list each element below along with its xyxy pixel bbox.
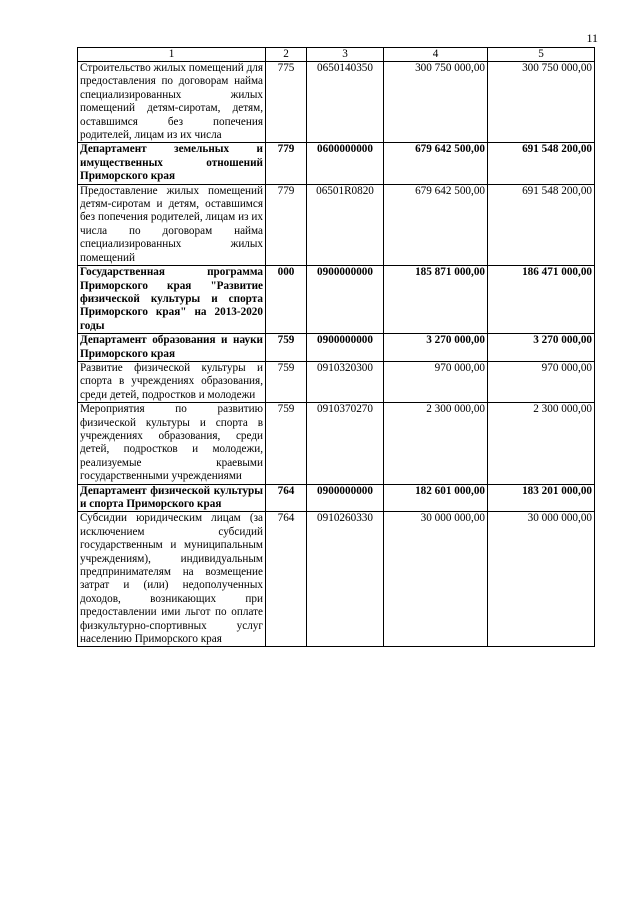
row-ministry-code: 759	[266, 361, 307, 402]
row-ministry-code: 759	[266, 334, 307, 362]
row-amount-col4: 182 601 000,00	[384, 484, 488, 512]
table-row	[78, 484, 595, 512]
column-header: 3	[307, 48, 384, 62]
table-row	[78, 361, 595, 402]
row-amount-col4: 300 750 000,00	[384, 62, 488, 143]
row-name: Государственная программа Приморского края "Развитие физической культуры и спорта Приморского края" на 2013-2020 годы	[78, 266, 266, 334]
row-name: Департамент земельных и имущественных отношений Приморского края	[78, 143, 266, 184]
row-target-code: 0650140350	[307, 62, 384, 143]
row-amount-col5: 30 000 000,00	[488, 512, 595, 647]
row-name: Департамент образования и науки Приморского края	[78, 334, 266, 362]
row-name: Субсидии юридическим лицам (за исключением субсидий государственным и муниципальным учреждениям), индивидуальным предпринимателям на возмещение затрат и (или) недополученных доходов, возникающих при предоставлении ими льгот по оплате физкультурно-спортивных услуг населению Приморского края	[78, 512, 266, 647]
page-number: 11	[586, 31, 598, 45]
row-target-code: 0910370270	[307, 403, 384, 484]
row-amount-col5: 300 750 000,00	[488, 62, 595, 143]
row-amount-col5: 691 548 200,00	[488, 143, 595, 184]
table-row	[78, 62, 595, 143]
row-amount-col5: 183 201 000,00	[488, 484, 595, 512]
row-target-code: 0910320300	[307, 361, 384, 402]
row-amount-col5: 186 471 000,00	[488, 266, 595, 334]
row-amount-col4: 2 300 000,00	[384, 403, 488, 484]
row-target-code: 0910260330	[307, 512, 384, 647]
row-amount-col4: 679 642 500,00	[384, 184, 488, 265]
row-name: Строительство жилых помещений для предоставления по договорам найма специализированных жилых помещений детям-сиротам, детям, оставшимся без попечения родителей, лицам из их числа	[78, 62, 266, 143]
row-name: Развитие физической культуры и спорта в учреждениях образования, среди детей, подростков и молодежи	[78, 361, 266, 402]
table-header-row	[78, 48, 595, 62]
row-ministry-code: 775	[266, 62, 307, 143]
row-ministry-code: 764	[266, 512, 307, 647]
row-amount-col4: 3 270 000,00	[384, 334, 488, 362]
row-ministry-code: 764	[266, 484, 307, 512]
row-target-code: 0900000000	[307, 266, 384, 334]
budget-table	[77, 47, 595, 647]
row-target-code: 06501R0820	[307, 184, 384, 265]
table-row	[78, 334, 595, 362]
row-name: Предоставление жилых помещений детям-сиротам и детям, оставшимся без попечения родителей, лицам из их числа по договорам найма специализированных жилых помещений	[78, 184, 266, 265]
row-amount-col4: 970 000,00	[384, 361, 488, 402]
table-row	[78, 143, 595, 184]
row-ministry-code: 779	[266, 143, 307, 184]
column-header: 4	[384, 48, 488, 62]
row-amount-col4: 679 642 500,00	[384, 143, 488, 184]
row-target-code: 0600000000	[307, 143, 384, 184]
row-amount-col5: 970 000,00	[488, 361, 595, 402]
row-target-code: 0900000000	[307, 334, 384, 362]
table-row	[78, 184, 595, 265]
row-ministry-code: 779	[266, 184, 307, 265]
row-target-code: 0900000000	[307, 484, 384, 512]
row-amount-col5: 3 270 000,00	[488, 334, 595, 362]
row-name: Департамент физической культуры и спорта Приморского края	[78, 484, 266, 512]
row-amount-col5: 2 300 000,00	[488, 403, 595, 484]
row-amount-col5: 691 548 200,00	[488, 184, 595, 265]
column-header: 1	[78, 48, 266, 62]
table-row	[78, 403, 595, 484]
row-name: Мероприятия по развитию физической культуры и спорта в учреждениях образования, среди детей, подростков и молодежи, реализуемые краевыми государственными учреждениями	[78, 403, 266, 484]
table-row	[78, 266, 595, 334]
column-header: 5	[488, 48, 595, 62]
row-amount-col4: 30 000 000,00	[384, 512, 488, 647]
row-ministry-code: 000	[266, 266, 307, 334]
row-ministry-code: 759	[266, 403, 307, 484]
row-amount-col4: 185 871 000,00	[384, 266, 488, 334]
table-row	[78, 512, 595, 647]
column-header: 2	[266, 48, 307, 62]
